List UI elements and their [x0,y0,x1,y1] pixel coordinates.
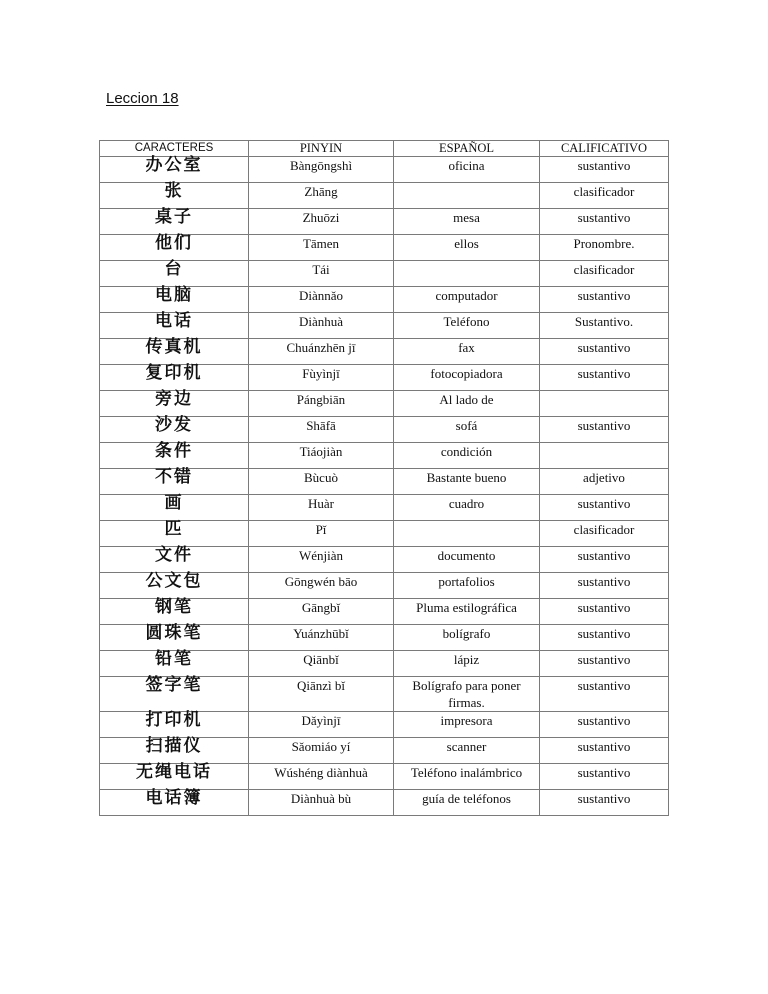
cell-pinyin: Diànhuà [249,313,394,339]
cell-espanol: scanner [394,738,540,764]
cell-caracteres: 铅笔 [100,651,249,677]
cell-pinyin: Qiānbǐ [249,651,394,677]
cell-espanol: fax [394,339,540,365]
cell-espanol: portafolios [394,573,540,599]
cell-caracteres: 沙发 [100,417,249,443]
table-row [100,625,669,651]
cell-pinyin: Pángbiān [249,391,394,417]
cell-pinyin: Wúshéng diànhuà [249,764,394,790]
cell-pinyin: Fùyìnjī [249,365,394,391]
table-row [100,495,669,521]
cell-calificativo [540,443,669,469]
cell-pinyin: Dǎyìnjī [249,712,394,738]
cell-caracteres: 圆珠笔 [100,625,249,651]
cell-pinyin: Bàngōngshì [249,157,394,183]
cell-pinyin: Zhāng [249,183,394,209]
cell-caracteres: 电话簿 [100,790,249,816]
cell-pinyin: Sǎomiáo yí [249,738,394,764]
table-row [100,157,669,183]
table-row [100,209,669,235]
cell-espanol: impresora [394,712,540,738]
cell-espanol: guía de teléfonos [394,790,540,816]
table-row [100,573,669,599]
cell-calificativo: adjetivo [540,469,669,495]
cell-calificativo: sustantivo [540,209,669,235]
cell-caracteres: 公文包 [100,573,249,599]
cell-caracteres: 打印机 [100,712,249,738]
cell-calificativo: sustantivo [540,495,669,521]
cell-calificativo: clasificador [540,183,669,209]
cell-pinyin: Yuánzhūbǐ [249,625,394,651]
table-row [100,443,669,469]
cell-pinyin: Diànhuà bù [249,790,394,816]
cell-calificativo: sustantivo [540,625,669,651]
cell-espanol: sofá [394,417,540,443]
cell-espanol: bolígrafo [394,625,540,651]
column-header-caracteres: CARACTERES [100,141,249,157]
cell-calificativo: sustantivo [540,287,669,313]
cell-espanol: ellos [394,235,540,261]
cell-caracteres: 文件 [100,547,249,573]
cell-caracteres: 扫描仪 [100,738,249,764]
cell-espanol: cuadro [394,495,540,521]
cell-calificativo: sustantivo [540,738,669,764]
cell-calificativo: sustantivo [540,417,669,443]
cell-espanol [394,261,540,287]
table-row [100,391,669,417]
cell-pinyin: Wénjiàn [249,547,394,573]
cell-caracteres: 无绳电话 [100,764,249,790]
table-row [100,339,669,365]
cell-espanol: Teléfono inalámbrico [394,764,540,790]
cell-calificativo: sustantivo [540,677,669,712]
cell-caracteres: 签字笔 [100,677,249,712]
cell-calificativo: clasificador [540,521,669,547]
cell-pinyin: Huàr [249,495,394,521]
cell-calificativo: Sustantivo. [540,313,669,339]
cell-caracteres: 张 [100,183,249,209]
cell-espanol: oficina [394,157,540,183]
table-row [100,764,669,790]
table-row [100,651,669,677]
table-row [100,235,669,261]
cell-espanol: documento [394,547,540,573]
cell-calificativo: sustantivo [540,573,669,599]
cell-calificativo: clasificador [540,261,669,287]
vocabulary-table [99,140,669,816]
cell-pinyin: Zhuōzi [249,209,394,235]
cell-calificativo: sustantivo [540,764,669,790]
cell-caracteres: 复印机 [100,365,249,391]
cell-caracteres: 他们 [100,235,249,261]
cell-calificativo: sustantivo [540,712,669,738]
cell-pinyin: Tiáojiàn [249,443,394,469]
page-title: Leccion 18 [106,90,179,107]
table-row [100,417,669,443]
cell-pinyin: Qiānzì bǐ [249,677,394,712]
cell-caracteres: 办公室 [100,157,249,183]
cell-caracteres: 钢笔 [100,599,249,625]
table-row [100,677,669,712]
cell-pinyin: Shāfā [249,417,394,443]
cell-espanol: Al lado de [394,391,540,417]
cell-calificativo: sustantivo [540,157,669,183]
column-header-calificativo: CALIFICATIVO [540,141,669,157]
cell-caracteres: 画 [100,495,249,521]
cell-espanol: lápiz [394,651,540,677]
cell-espanol: condición [394,443,540,469]
cell-caracteres: 传真机 [100,339,249,365]
table-row [100,521,669,547]
cell-caracteres: 匹 [100,521,249,547]
cell-espanol: computador [394,287,540,313]
cell-caracteres: 不错 [100,469,249,495]
cell-pinyin: Chuánzhēn jī [249,339,394,365]
cell-espanol: Pluma estilográfica [394,599,540,625]
cell-espanol [394,521,540,547]
cell-pinyin: Tāmen [249,235,394,261]
cell-calificativo: sustantivo [540,599,669,625]
cell-calificativo: sustantivo [540,339,669,365]
table-row [100,712,669,738]
table-row [100,790,669,816]
cell-pinyin: Gōngwén bāo [249,573,394,599]
table-row [100,287,669,313]
table-row [100,469,669,495]
cell-calificativo: sustantivo [540,547,669,573]
table-row [100,738,669,764]
cell-pinyin: Diànnǎo [249,287,394,313]
cell-espanol: Teléfono [394,313,540,339]
cell-calificativo: sustantivo [540,365,669,391]
cell-calificativo: sustantivo [540,790,669,816]
cell-caracteres: 条件 [100,443,249,469]
cell-calificativo: Pronombre. [540,235,669,261]
table-row [100,547,669,573]
cell-pinyin: Tái [249,261,394,287]
cell-caracteres: 台 [100,261,249,287]
cell-espanol [394,183,540,209]
cell-pinyin: Pǐ [249,521,394,547]
table-row [100,313,669,339]
cell-caracteres: 电话 [100,313,249,339]
cell-calificativo [540,391,669,417]
cell-caracteres: 桌子 [100,209,249,235]
cell-calificativo: sustantivo [540,651,669,677]
table-row [100,261,669,287]
column-header-espanol: ESPAÑOL [394,141,540,157]
cell-pinyin: Gāngbǐ [249,599,394,625]
cell-caracteres: 电脑 [100,287,249,313]
table-row [100,365,669,391]
cell-pinyin: Bùcuò [249,469,394,495]
column-header-pinyin: PINYIN [249,141,394,157]
cell-espanol: Bastante bueno [394,469,540,495]
table-row [100,183,669,209]
cell-caracteres: 旁边 [100,391,249,417]
table-row [100,599,669,625]
cell-espanol: mesa [394,209,540,235]
cell-espanol: Bolígrafo para poner firmas. [394,677,540,712]
cell-espanol: fotocopiadora [394,365,540,391]
